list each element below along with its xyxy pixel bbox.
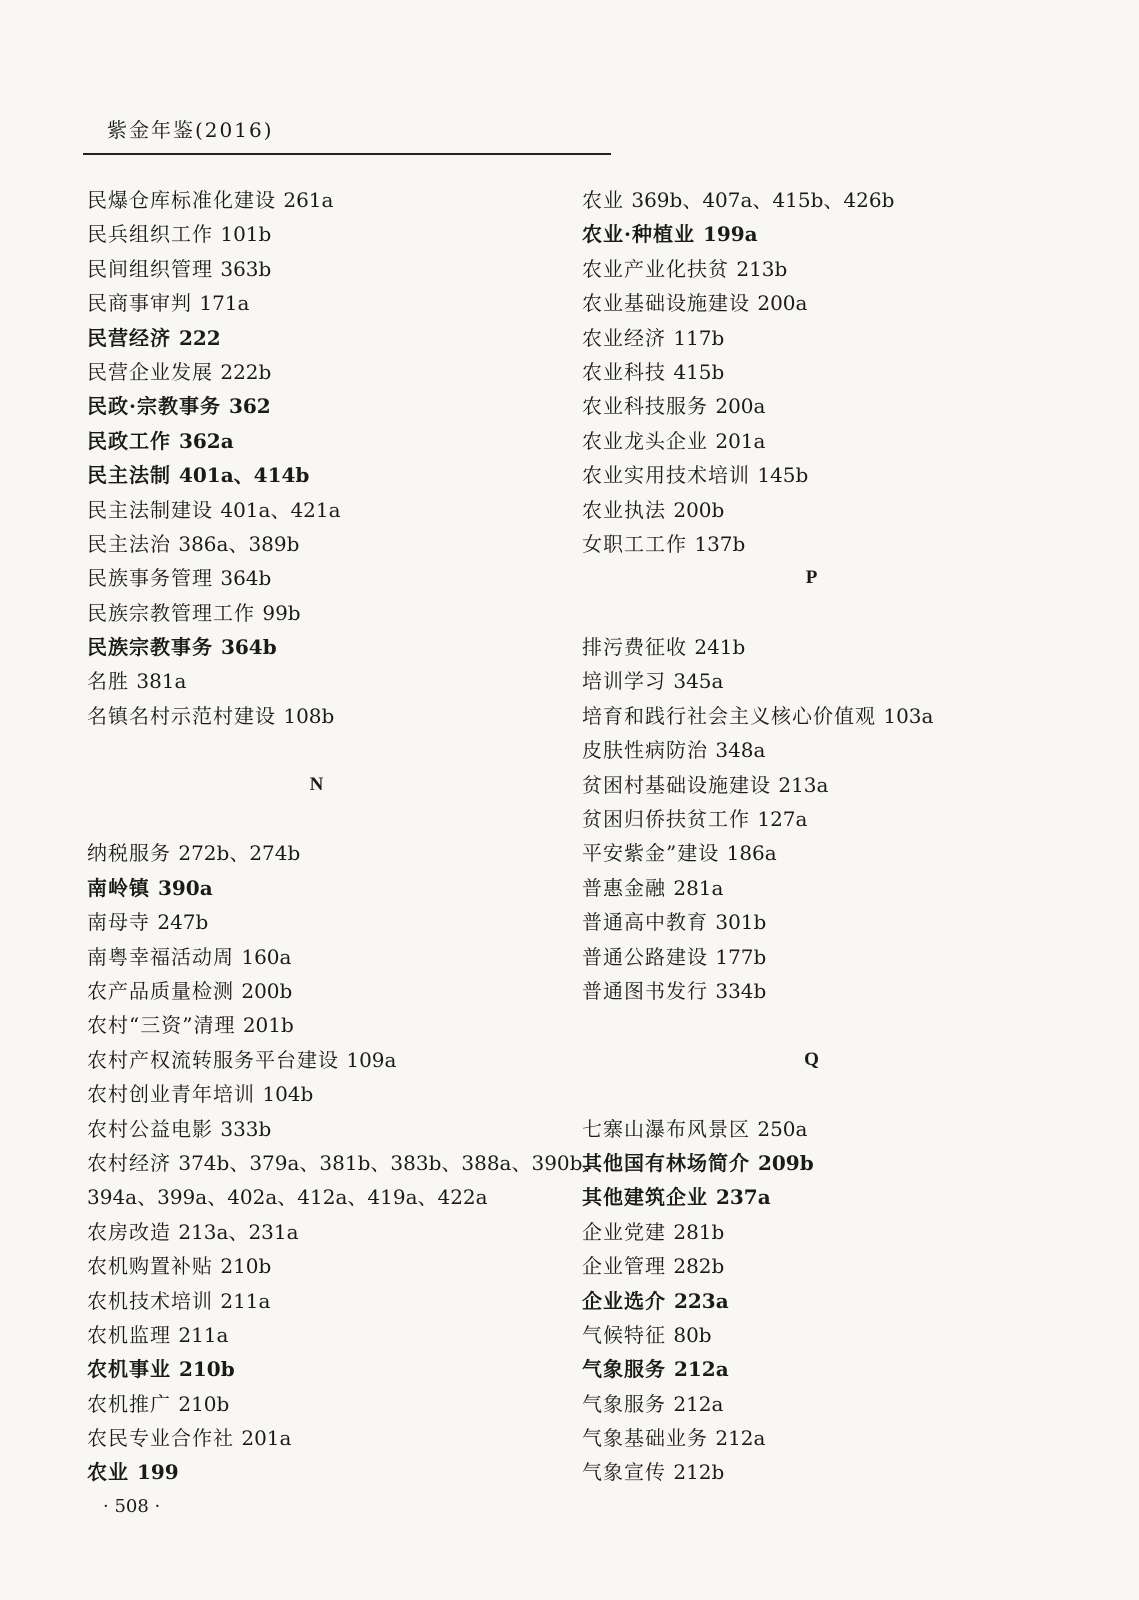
index-pages: 281a <box>673 875 724 900</box>
section-letter: N <box>309 773 325 795</box>
index-entry <box>87 458 587 492</box>
index-term: 气象宣传 <box>582 1460 666 1485</box>
index-pages: 210b <box>178 1391 230 1416</box>
index-pages: 99b <box>262 600 301 625</box>
index-entry <box>582 940 1082 974</box>
index-entry <box>87 1421 587 1455</box>
index-term: 农产品质量检测 <box>87 978 234 1003</box>
index-term: 农业实用技术培训 <box>582 463 750 488</box>
index-pages: 301b <box>715 910 767 935</box>
index-entry <box>87 905 587 939</box>
running-header-title: 紫金年鉴(2016) <box>107 118 274 142</box>
index-pages: 108b <box>283 703 335 728</box>
index-term: 气象服务 <box>582 1391 666 1416</box>
index-pages: 177b <box>715 944 767 969</box>
index-entry <box>87 664 587 698</box>
index-term: 贫困归侨扶贫工作 <box>582 807 750 832</box>
index-pages: 237a <box>715 1185 771 1210</box>
index-entry <box>87 699 587 733</box>
index-entry <box>87 321 587 355</box>
index-entry <box>582 699 1082 733</box>
index-pages: 381a <box>136 669 187 694</box>
index-pages: 334b <box>715 978 767 1003</box>
index-pages: 362 <box>228 394 271 419</box>
index-pages: 186a <box>726 841 777 866</box>
index-term: 贫困村基础设施建设 <box>582 772 771 797</box>
index-entry <box>87 1249 587 1283</box>
index-term: 南岭镇 <box>87 875 150 900</box>
index-column-right <box>582 183 1082 1490</box>
index-entry <box>87 183 587 217</box>
index-term: 皮肤性病防治 <box>582 738 708 763</box>
index-entry <box>582 630 1082 664</box>
index-entry <box>582 871 1082 905</box>
index-entry <box>87 493 587 527</box>
index-term: 企业党建 <box>582 1219 666 1244</box>
index-pages: 211a <box>220 1288 271 1313</box>
index-pages: 209b <box>757 1150 814 1175</box>
index-pages: 222b <box>220 359 272 384</box>
index-pages: 348a <box>715 738 766 763</box>
index-term: 七寨山瀑布风景区 <box>582 1116 750 1141</box>
index-term: 普惠金融 <box>582 875 666 900</box>
index-entry <box>87 836 587 870</box>
index-pages: 374b、379a、381b、383b、388a、390b、 <box>178 1150 603 1175</box>
index-term: 农机推广 <box>87 1391 171 1416</box>
index-term: 农村创业青年培训 <box>87 1082 255 1107</box>
index-entry <box>582 802 1082 836</box>
blank-row <box>582 596 1082 630</box>
index-term: 民政工作 <box>87 428 171 453</box>
index-term: 名胜 <box>87 669 129 694</box>
index-entry <box>87 1043 587 1077</box>
index-term: 农业 <box>582 188 624 212</box>
index-pages: 364b <box>220 566 272 591</box>
index-term: 农业基础设施建设 <box>582 291 750 316</box>
index-term: 其他建筑企业 <box>582 1185 708 1210</box>
index-pages: 333b <box>220 1116 272 1141</box>
index-term: 民族宗教管理工作 <box>87 600 255 625</box>
index-entry <box>582 1455 1082 1489</box>
index-entry <box>87 1180 587 1214</box>
index-entry <box>87 1215 587 1249</box>
index-term: 农业经济 <box>582 325 666 350</box>
index-term: 农村公益电影 <box>87 1116 213 1141</box>
index-pages: 250a <box>757 1116 808 1141</box>
index-entry <box>582 1215 1082 1249</box>
index-pages: 362a <box>178 428 234 453</box>
index-term: 农村经济 <box>87 1150 171 1175</box>
index-term: 农业·种植业 <box>582 222 695 247</box>
index-term: 民商事审判 <box>87 291 192 316</box>
index-term: 企业选介 <box>582 1288 666 1313</box>
index-pages: 369b、407a、415b、426b <box>631 188 895 212</box>
index-pages: 363b <box>220 256 272 281</box>
index-term: 农机技术培训 <box>87 1288 213 1313</box>
index-entry <box>87 527 587 561</box>
index-term: 普通高中教育 <box>582 910 708 935</box>
index-term: 南母寺 <box>87 910 150 935</box>
index-term: 农机事业 <box>87 1357 171 1382</box>
index-pages: 415b <box>673 359 725 384</box>
index-term: 农业科技 <box>582 359 666 384</box>
index-entry <box>582 1146 1082 1180</box>
index-pages: 109a <box>346 1047 397 1072</box>
index-entry <box>582 321 1082 355</box>
index-term: 普通公路建设 <box>582 944 708 969</box>
index-entry <box>87 871 587 905</box>
index-pages: 212b <box>673 1460 725 1485</box>
index-entry <box>87 252 587 286</box>
index-entry <box>87 630 587 664</box>
index-pages: 171a <box>199 291 250 316</box>
index-pages: 394a、399a、402a、412a、419a、422a <box>87 1185 488 1210</box>
index-term: 培育和践行社会主义核心价值观 <box>582 703 876 728</box>
index-pages: 281b <box>673 1219 725 1244</box>
index-entry <box>582 1112 1082 1146</box>
index-pages: 213b <box>736 256 788 281</box>
index-term: 农村“三资”清理 <box>87 1013 236 1038</box>
index-term: 农机购置补贴 <box>87 1254 213 1279</box>
index-term: 农业龙头企业 <box>582 428 708 453</box>
index-entry <box>582 252 1082 286</box>
index-pages: 201b <box>242 1013 294 1038</box>
index-entry <box>582 905 1082 939</box>
index-pages: 201a <box>241 1426 292 1451</box>
index-pages: 222 <box>178 325 221 350</box>
index-term: 农业执法 <box>582 497 666 522</box>
index-term: 农民专业合作社 <box>87 1426 234 1451</box>
index-pages: 127a <box>757 807 808 832</box>
index-entry <box>582 389 1082 423</box>
index-term: 民主法治 <box>87 531 171 556</box>
index-entry <box>87 1077 587 1111</box>
index-entry <box>582 458 1082 492</box>
index-pages: 104b <box>262 1082 314 1107</box>
section-letter: Q <box>804 1048 820 1070</box>
index-entry <box>582 1421 1082 1455</box>
blank-row <box>87 733 587 767</box>
index-term: 民族事务管理 <box>87 566 213 591</box>
index-pages: 210b <box>220 1254 272 1279</box>
index-entry <box>87 1112 587 1146</box>
index-term: 名镇名村示范村建设 <box>87 703 276 728</box>
index-entry <box>87 974 587 1008</box>
index-pages: 211a <box>178 1322 229 1347</box>
index-pages: 199 <box>136 1460 179 1485</box>
index-entry <box>582 493 1082 527</box>
index-entry <box>582 733 1082 767</box>
index-term: 民族宗教事务 <box>87 635 213 660</box>
index-entry <box>582 836 1082 870</box>
index-term: 平安紫金”建设 <box>582 841 720 866</box>
header-rule <box>83 153 611 155</box>
index-pages: 401a、414b <box>178 463 310 488</box>
index-entry <box>87 940 587 974</box>
index-term: 民主法制 <box>87 463 171 488</box>
index-term: 企业管理 <box>582 1254 666 1279</box>
index-entry <box>87 1318 587 1352</box>
index-pages: 272b、274b <box>178 841 301 866</box>
index-term: 农业产业化扶贫 <box>582 256 729 281</box>
index-pages: 213a、231a <box>178 1219 299 1244</box>
index-pages: 213a <box>778 772 829 797</box>
index-entry <box>582 768 1082 802</box>
blank-row <box>582 1077 1082 1111</box>
index-term: 农业 <box>87 1460 129 1485</box>
index-pages: 200a <box>757 291 808 316</box>
index-term: 民政·宗教事务 <box>87 394 221 419</box>
index-pages: 117b <box>673 325 725 350</box>
index-term: 民营经济 <box>87 325 171 350</box>
index-term: 农村产权流转服务平台建设 <box>87 1047 339 1072</box>
index-entry <box>87 389 587 423</box>
section-letter: P <box>805 567 819 589</box>
index-entry <box>87 1352 587 1386</box>
index-pages: 212a <box>673 1357 729 1382</box>
index-term: 民营企业发展 <box>87 359 213 384</box>
index-entry <box>87 424 587 458</box>
index-pages: 364b <box>220 635 277 660</box>
index-entry <box>582 355 1082 389</box>
index-entry <box>582 1318 1082 1352</box>
index-pages: 200a <box>715 394 766 419</box>
index-pages: 210b <box>178 1357 235 1382</box>
index-entry <box>582 1180 1082 1214</box>
index-term: 民兵组织工作 <box>87 222 213 247</box>
index-term: 民爆仓库标准化建设 <box>87 188 276 212</box>
index-term: 农业科技服务 <box>582 394 708 419</box>
index-entry <box>582 1249 1082 1283</box>
index-term: 气象基础业务 <box>582 1426 708 1451</box>
index-term: 气候特征 <box>582 1322 666 1347</box>
index-term: 其他国有林场简介 <box>582 1150 750 1175</box>
index-term: 排污费征收 <box>582 635 687 660</box>
index-pages: 390a <box>157 875 213 900</box>
index-pages: 160a <box>241 944 292 969</box>
index-pages: 137b <box>694 531 746 556</box>
index-entry <box>87 1284 587 1318</box>
index-entry <box>87 1455 587 1489</box>
index-term: 农房改造 <box>87 1219 171 1244</box>
index-pages: 241b <box>694 635 746 660</box>
index-entry <box>582 1284 1082 1318</box>
index-column-left <box>87 183 603 1490</box>
index-term: 纳税服务 <box>87 841 171 866</box>
index-pages: 145b <box>757 463 809 488</box>
index-entry <box>87 1387 587 1421</box>
index-pages: 80b <box>673 1322 712 1347</box>
index-term: 女职工工作 <box>582 531 687 556</box>
index-term: 气象服务 <box>582 1357 666 1382</box>
index-pages: 201a <box>715 428 766 453</box>
blank-row <box>87 802 587 836</box>
index-entry <box>582 424 1082 458</box>
index-term: 民主法制建设 <box>87 497 213 522</box>
index-entry <box>87 1146 603 1180</box>
index-term: 南粤幸福活动周 <box>87 944 234 969</box>
index-entry <box>87 355 587 389</box>
blank-row <box>582 1008 1082 1042</box>
index-entry <box>582 664 1082 698</box>
index-pages: 261a <box>283 188 334 212</box>
index-pages: 103a <box>883 703 934 728</box>
index-pages: 199a <box>702 222 758 247</box>
index-pages: 223a <box>673 1288 729 1313</box>
index-entry <box>87 1008 587 1042</box>
index-pages: 212a <box>715 1426 766 1451</box>
index-entry <box>582 1387 1082 1421</box>
index-pages: 200b <box>673 497 725 522</box>
index-entry <box>582 527 1082 561</box>
index-entry <box>582 974 1082 1008</box>
index-term: 培训学习 <box>582 669 666 694</box>
index-pages: 247b <box>157 910 209 935</box>
index-pages: 212a <box>673 1391 724 1416</box>
index-entry <box>582 286 1082 320</box>
index-pages: 282b <box>673 1254 725 1279</box>
index-term: 民间组织管理 <box>87 256 213 281</box>
index-term: 农机监理 <box>87 1322 171 1347</box>
index-pages: 401a、421a <box>220 497 341 522</box>
index-pages: 200b <box>241 978 293 1003</box>
index-pages: 101b <box>220 222 272 247</box>
index-entry <box>87 596 587 630</box>
index-pages: 345a <box>673 669 724 694</box>
index-entry <box>582 183 1082 217</box>
index-pages: 386a、389b <box>178 531 300 556</box>
index-entry <box>582 1352 1082 1386</box>
index-entry <box>87 561 587 595</box>
index-entry <box>87 286 587 320</box>
index-entry <box>87 217 587 251</box>
index-term: 普通图书发行 <box>582 978 708 1003</box>
index-entry <box>582 217 1082 251</box>
page-number: · 508 · <box>103 1496 161 1517</box>
